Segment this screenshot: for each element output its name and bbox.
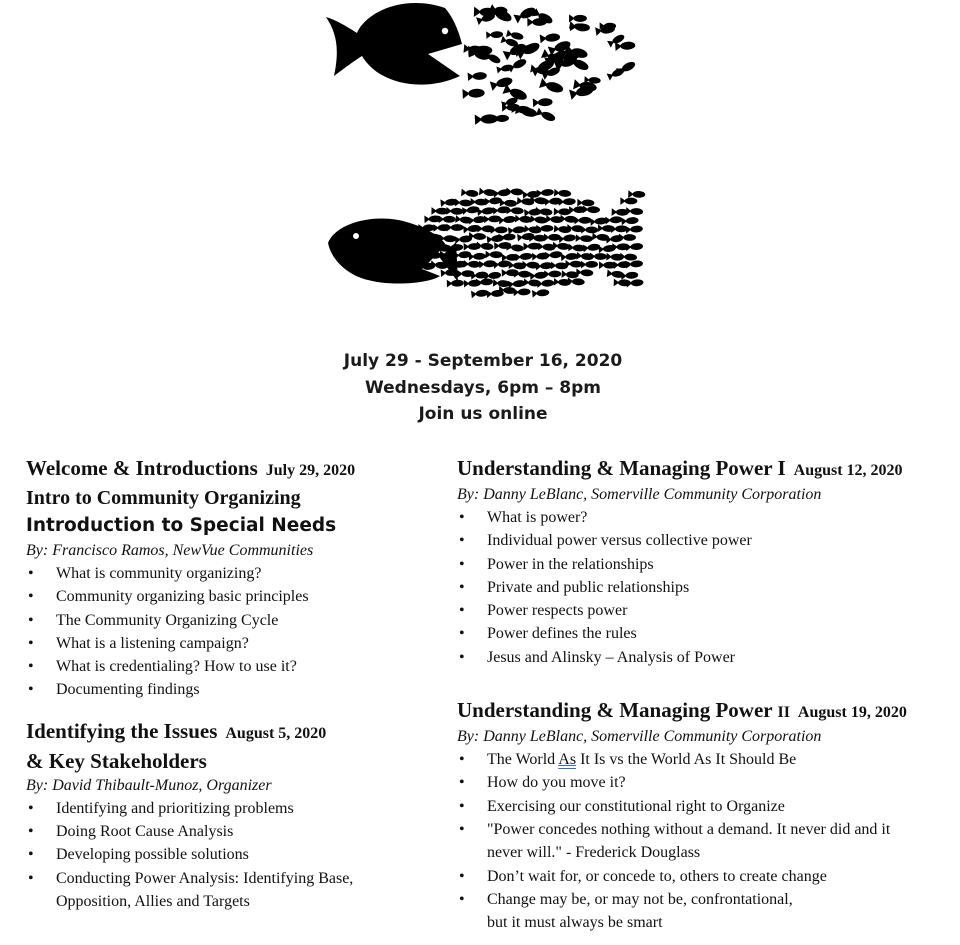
list-item: • The Community Organizing Cycle [26, 609, 446, 632]
list-item: • Community organizing basic principles [26, 585, 446, 608]
item-text: but it must always be smart [487, 914, 663, 932]
section-topics [26, 797, 446, 913]
item-text: It Is vs the World As It Should Be [576, 751, 797, 769]
section-topics [26, 562, 446, 702]
section-presenter: By: Francisco Ramos, NewVue Communities [26, 542, 314, 559]
left-column [26, 455, 446, 913]
list-item [457, 748, 957, 771]
section-title [26, 455, 446, 484]
list-item: • Power respects power [457, 599, 957, 622]
item-text-underlined: As [558, 751, 577, 769]
list-item: • What is power? [457, 506, 957, 529]
section-presenter: By: Danny LeBlanc, Somerville Community Corporation [457, 728, 822, 746]
section-power-2 [457, 697, 957, 934]
list-item: • What is credentialing? How to use it? [26, 655, 446, 678]
list-item: • Identifying and prioritizing problems [26, 797, 446, 820]
list-item: • Conducting Power Analysis: Identifying Base, Opposition, Allies and Targets [26, 867, 416, 914]
section-welcome [26, 455, 446, 702]
section-date: August 19, 2020 [797, 704, 907, 722]
big-fish-chasing-icon [326, 3, 462, 85]
list-item: • Don’t wait for, or concede to, others to create change [457, 865, 957, 888]
list-item: • Jesus and Alinsky – Analysis of Power [457, 646, 957, 669]
list-item: • Individual power versus collective power [457, 529, 957, 552]
section-subtitle: Intro to Community Organizing [26, 487, 301, 509]
section-date: July 29, 2020 [265, 462, 356, 479]
section-title [457, 697, 957, 726]
list-item: • What is community organizing? [26, 562, 446, 585]
section-subtitle: & Key Stakeholders [26, 748, 207, 773]
fish-illustration [300, 0, 670, 320]
section-title-text: Understanding & Managing Power I [457, 456, 786, 480]
list-item: • Exercising our constitutional right to Organize [457, 795, 957, 818]
list-item: • Documenting findings [26, 678, 446, 701]
section-date: August 12, 2020 [793, 462, 903, 479]
list-item: • "Power concedes nothing without a demand. It never did and it never will." - Frederick Douglass [457, 818, 927, 865]
list-item: • How do you move it? [457, 771, 957, 794]
event-dates: July 29 - September 16, 2020 [343, 351, 623, 371]
list-item: • Developing possible solutions [26, 843, 446, 866]
list-item: • Power in the relationships [457, 553, 957, 576]
list-item: • Doing Root Cause Analysis [26, 820, 446, 843]
section-title [457, 455, 957, 484]
section-title-suffix: II [777, 704, 790, 722]
list-item [457, 888, 957, 935]
section-issues [26, 718, 446, 913]
list-item: • What is a listening campaign? [26, 632, 446, 655]
section-subtitle: Introduction to Special Needs [26, 515, 337, 536]
event-location: Join us online [418, 404, 548, 424]
item-text: Change may be, or may not be, confrontational, [487, 890, 793, 908]
section-topics [457, 506, 957, 669]
section-title-text: Welcome & Introductions [26, 456, 258, 480]
fish-school-fleeing-icon [462, 4, 636, 125]
section-date: August 5, 2020 [225, 724, 327, 742]
section-power-1 [457, 455, 957, 669]
list-item: • Private and public relationships [457, 576, 957, 599]
list-item: • Power defines the rules [457, 622, 957, 645]
section-presenter: By: David Thibault-Munoz, Organizer [26, 776, 272, 794]
section-title [26, 718, 446, 747]
section-title-text: Understanding & Managing Power [457, 698, 773, 723]
section-topics [457, 748, 957, 934]
section-title-text: Identifying the Issues [26, 718, 218, 743]
right-column [457, 455, 957, 934]
event-time: Wednesdays, 6pm – 8pm [364, 377, 602, 398]
event-info [0, 348, 960, 428]
section-presenter: By: Danny LeBlanc, Somerville Community Corporation [457, 486, 822, 503]
item-text: The World [487, 751, 559, 769]
